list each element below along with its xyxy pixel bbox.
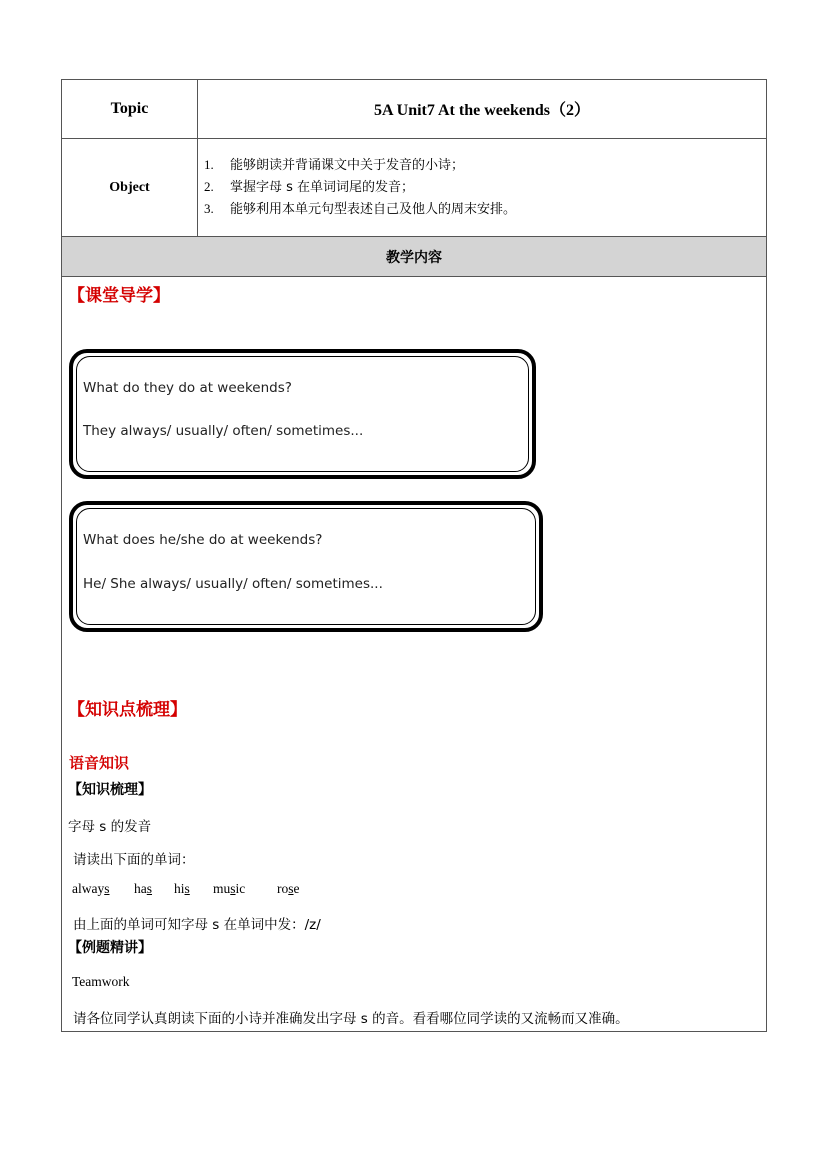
speech-bubble-he-she bbox=[69, 501, 543, 632]
word-has: has bbox=[134, 881, 153, 896]
word-music: music bbox=[213, 881, 246, 896]
pronunciation-conclusion: 由上面的单词可知字母 s 在单词中发：/z/ bbox=[73, 917, 321, 933]
word-always: always bbox=[72, 881, 110, 896]
objective-number: 2. bbox=[204, 179, 214, 194]
letter-s-pronunciation: 字母 s 的发音 bbox=[68, 819, 152, 835]
table-row-divider bbox=[61, 276, 767, 277]
objective-number: 1. bbox=[204, 157, 214, 172]
class-guide-heading: 【课堂导学】 bbox=[68, 286, 170, 306]
example-tag: 【例题精讲】 bbox=[68, 940, 152, 956]
knowledge-heading: 【知识点梳理】 bbox=[68, 700, 187, 720]
objective-item bbox=[204, 198, 764, 220]
bubble-answer: They always/ usually/ often/ sometimes... bbox=[83, 423, 364, 439]
topic-label: Topic bbox=[110, 99, 149, 117]
objective-text: 掌握字母 s 在单词词尾的发音； bbox=[230, 180, 415, 195]
bubble-inner-border bbox=[76, 356, 529, 472]
bubble-inner-border bbox=[76, 508, 536, 625]
word-rose: rose bbox=[277, 881, 300, 896]
objective-text: 能够朗读并背诵课文中关于发音的小诗； bbox=[230, 158, 465, 173]
poem-instruction: 请各位同学认真朗读下面的小诗并准确发出字母 s 的音。看看哪位同学读的又流畅而又准确。 bbox=[73, 1011, 629, 1027]
read-prompt: 请读出下面的单词： bbox=[73, 852, 195, 868]
objective-text: 能够利用本单元句型表述自己及他人的周末安排。 bbox=[230, 202, 517, 217]
objective-item bbox=[204, 154, 764, 176]
review-tag: 【知识梳理】 bbox=[68, 782, 152, 798]
object-label: Object bbox=[109, 179, 150, 195]
objective-number: 3. bbox=[204, 201, 214, 216]
bubble-question: What does he/she do at weekends? bbox=[83, 532, 323, 548]
bubble-answer: He/ She always/ usually/ often/ sometimes... bbox=[83, 576, 383, 592]
speech-bubble-they bbox=[69, 349, 536, 479]
teaching-content-header: 教学内容 bbox=[62, 237, 766, 276]
objective-list bbox=[204, 154, 764, 220]
bubble-question: What do they do at weekends? bbox=[83, 380, 292, 396]
topic-title: 5A Unit7 At the weekends（2） bbox=[373, 102, 590, 119]
teamwork-label: Teamwork bbox=[72, 974, 130, 989]
phonics-title: 语音知识 bbox=[69, 754, 130, 772]
word-his: his bbox=[174, 881, 190, 896]
objective-item bbox=[204, 176, 764, 198]
